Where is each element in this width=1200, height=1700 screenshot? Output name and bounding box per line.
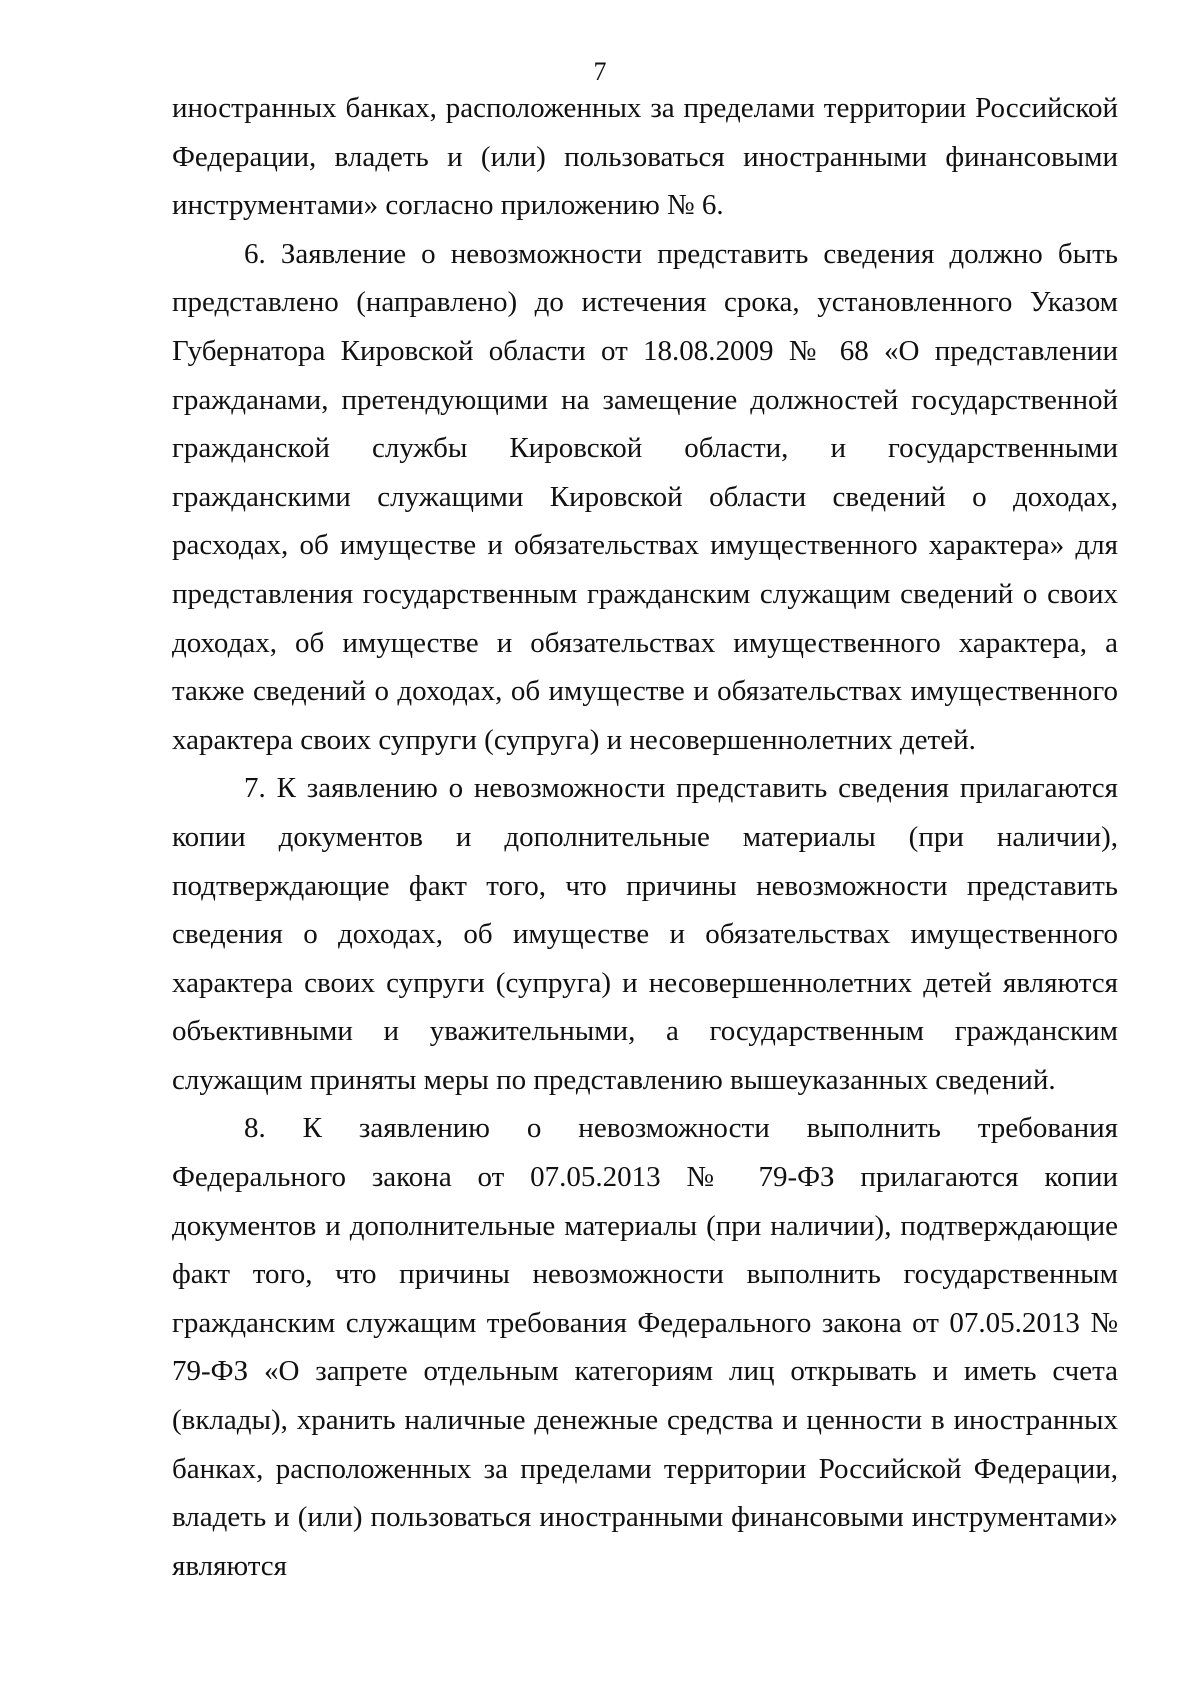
document-body — [172, 84, 1118, 1590]
paragraph-6: 6. Заявление о невозможности представить сведения должно быть представлено (направлено) до истечения срока, установленного Указом Губернатора Кировской области от 18.08.2009 № 68 «О представлении гражданами, претендующими на замещение должностей государственной гражданской службы Кировской области, и государственными гражданскими служащими Кировской области сведений о доходах, расходах, об имуществе и обязательствах имущественного характера» для представления государственным гражданским служащим сведений о своих доходах, об имуществе и обязательствах имущественного характера, а также сведений о доходах, об имуществе и обязательствах имущественного характера своих супруги (супруга) и несовершеннолетних детей. — [172, 237, 1118, 756]
paragraph-7: 7. К заявлению о невозможности представить сведения прилагаются копии документов и дополнительные материалы (при наличии), подтверждающие факт того, что причины невозможности представить сведения о доходах, об имуществе и обязательствах имущественного характера своих супруги (супруга) и несовершеннолетних детей являются объективными и уважительными, а государственным гражданским служащим приняты меры по представлению вышеуказанных сведений. — [172, 772, 1118, 1096]
paragraph-continuation: иностранных банках, расположенных за пределами территории Российской Федерации, владеть и (или) пользоваться иностранными финансовыми инструментами» согласно приложению № 6. — [172, 92, 1118, 222]
page-number: 7 — [593, 57, 607, 86]
paragraph-8: 8. К заявлению о невозможности выполнить требования Федерального закона от 07.05.2013 № 79-ФЗ прилагаются копии документов и дополнительные материалы (при наличии), подтверждающие факт того, что причины невозможности выполнить государственным гражданским служащим требования Федерального закона от 07.05.2013 № 79-ФЗ «О запрете отдельным категориям лиц открывать и иметь счета (вклады), хранить наличные денежные средства и ценности в иностранных банках, расположенных за пределами территории Российской Федерации, владеть и (или) пользоваться иностранными финансовыми инструментами» являются — [172, 1112, 1118, 1582]
